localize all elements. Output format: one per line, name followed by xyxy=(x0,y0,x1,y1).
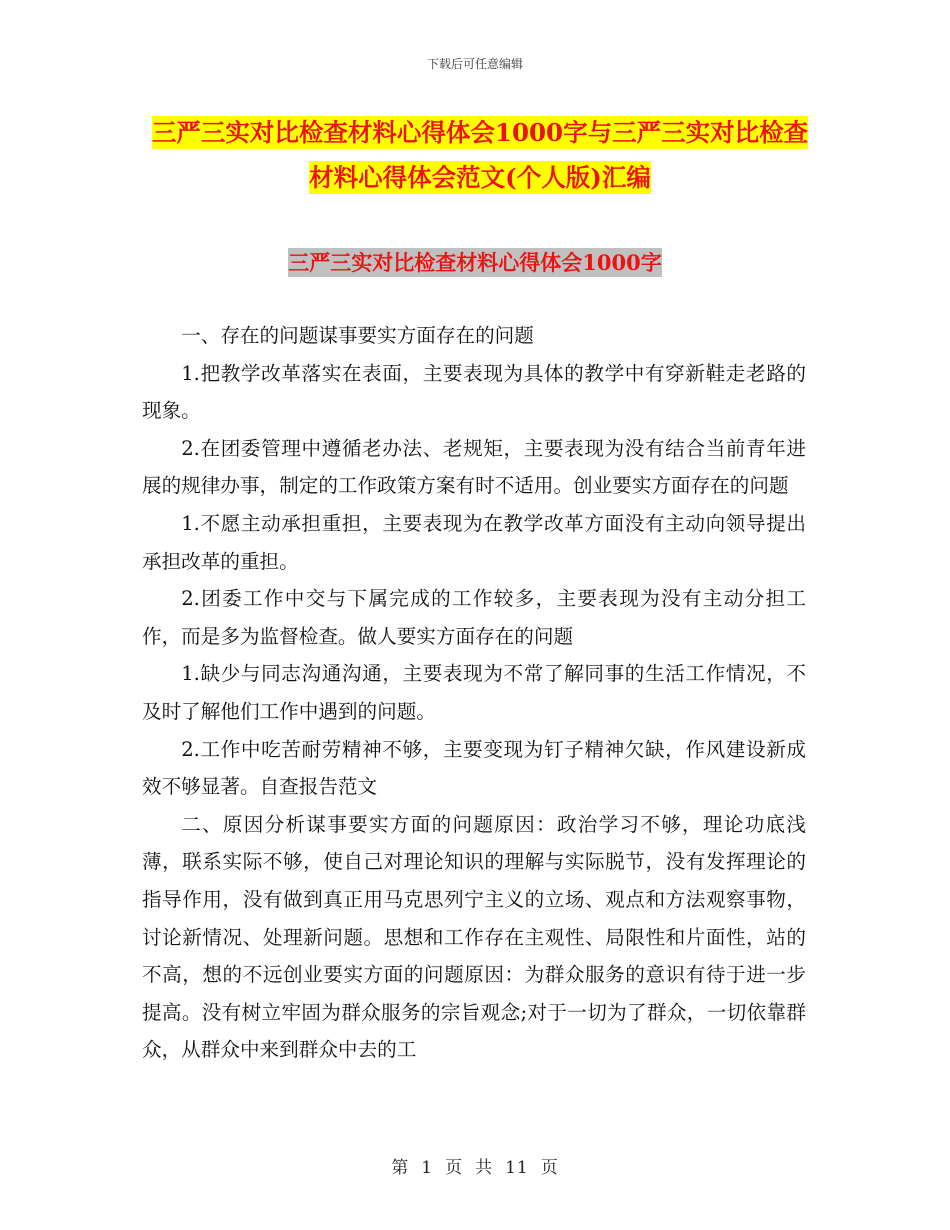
paragraph: 2.工作中吃苦耐劳精神不够，主要变现为钉子精神欠缺，作风建设新成效不够显著。自查报告范文 xyxy=(142,737,806,799)
page-header-note: 下载后可任意编辑 xyxy=(426,57,523,71)
paragraph: 2.团委工作中交与下属完成的工作较多，主要表现为没有主动分担工作，而是多为监督检查。做人要实方面存在的问题 xyxy=(142,587,806,648)
paragraph: 1.缺少与同志沟通沟通，主要表现为不常了解同事的生活工作情况，不及时了解他们工作中遇到的问题。 xyxy=(142,662,806,723)
footer-label-page: 第 xyxy=(391,1158,410,1178)
footer-total-pages: 11 xyxy=(505,1158,529,1178)
footer-label-unit2: 页 xyxy=(540,1158,559,1178)
paragraph: 2.在团委管理中遵循老办法、老规矩，主要表现为没有结合当前青年进展的规律办事，制定的工作政策方案有时不适用。创业要实方面存在的问题 xyxy=(142,436,806,498)
document-title xyxy=(140,110,820,200)
section-title xyxy=(0,246,950,280)
document-title-text: 三严三实对比检查材料心得体会1000字与三严三实对比检查材料心得体会范文(个人版)汇编 xyxy=(151,118,809,192)
footer-label-unit: 页 xyxy=(445,1158,464,1178)
paragraph: 1.不愿主动承担重担，主要表现为在教学改革方面没有主动向领导提出承担改革的重担。 xyxy=(142,511,806,573)
paragraph: 一、存在的问题谋事要实方面存在的问题 xyxy=(181,324,534,347)
document-body xyxy=(142,317,806,1069)
paragraph: 1.把教学改革落实在表面，主要表现为具体的教学中有穿新鞋走老路的现象。 xyxy=(142,361,806,423)
paragraph: 二、原因分析谋事要实方面的问题原因：政治学习不够，理论功底浅薄，联系实际不够，使自己对理论知识的理解与实际脱节，没有发挥理论的指导作用，没有做到真正用马克思列宁主义的立场、观点和方法观察事物，讨论新情况、处理新问题。思想和工作存在主观性、局限性和片面性，站的不高，想的不远创业要实方面的问题原因：为群众服务的意识有待于进一步提高。没有树立牢固为群众服务的宗旨观念;对于一切为了群众，一切依靠群众，从群众中来到群众中去的工 xyxy=(142,812,806,1062)
page-footer xyxy=(0,1153,950,1178)
footer-current-page: 1 xyxy=(421,1158,434,1178)
section-title-text: 三严三实对比检查材料心得体会1000字 xyxy=(288,250,662,275)
footer-label-total: 共 xyxy=(475,1158,494,1178)
